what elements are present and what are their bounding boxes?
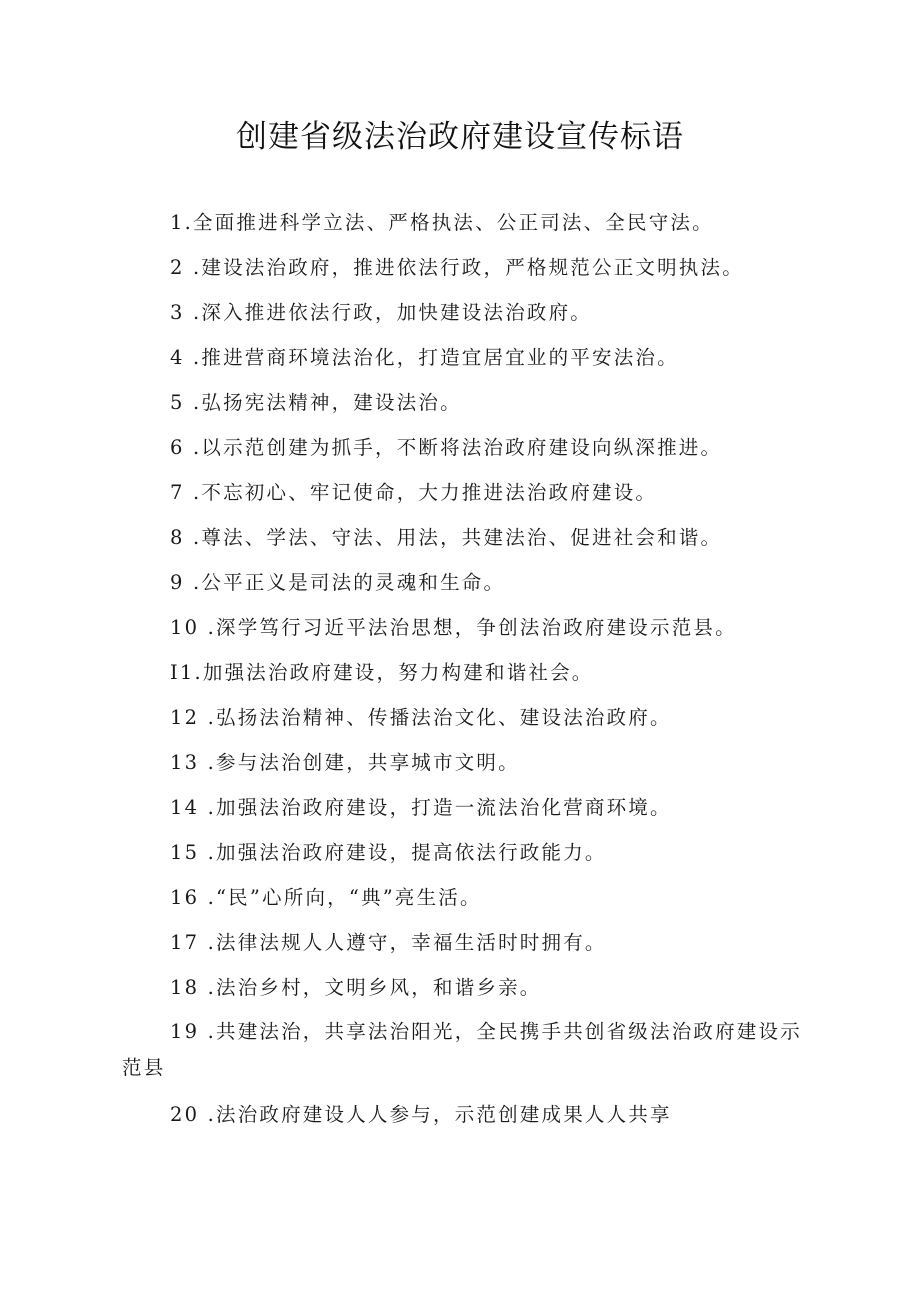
- slogan-item-12: 12 .弘扬法治精神、传播法治文化、建设法治政府。: [170, 706, 672, 729]
- slogan-item-9: 9 .公平正义是司法的灵魂和生命。: [170, 571, 506, 594]
- slogan-item-3: 3 .深入推进依法行政，加快建设法治政府。: [170, 301, 593, 324]
- slogan-item-14: 14 .加强法治政府建设，打造一流法治化营商环境。: [170, 796, 672, 819]
- slogan-item-19: 19 .共建法治，共享法治阳光，全民携手共创省级法治政府建设示范县: [122, 1020, 802, 1079]
- document-title: 创建省级法治政府建设宣传标语: [236, 119, 684, 155]
- slogan-item-16: 16 .“民”心所向，“典”亮生活。: [170, 886, 482, 909]
- slogan-item-8: 8 .尊法、学法、守法、用法，共建法治、促进社会和谐。: [170, 526, 723, 549]
- slogan-item-18: 18 .法治乡村，文明乡风，和谐乡亲。: [170, 976, 542, 999]
- slogan-item-6: 6 .以示范创建为抓手，不断将法治政府建设向纵深推进。: [170, 436, 723, 459]
- slogan-item-11: I1.加强法治政府建设，努力构建和谐社会。: [170, 661, 594, 684]
- slogan-item-17: 17 .法律法规人人遵守，幸福生活时时拥有。: [170, 931, 607, 954]
- slogan-item-5: 5 .弘扬宪法精神，建设法治。: [170, 391, 462, 414]
- slogan-item-13: 13 .参与法治创建，共享城市文明。: [170, 751, 520, 774]
- slogan-item-7: 7 .不忘初心、牢记使命，大力推进法治政府建设。: [170, 481, 658, 504]
- slogan-list: [0, 200, 920, 1137]
- slogan-item-2: 2 .建设法治政府，推进依法行政，严格规范公正文明执法。: [170, 256, 744, 279]
- slogan-item-1: 1.全面推进科学立法、严格执法、公正司法、全民守法。: [170, 211, 714, 234]
- slogan-item-10: 10 .深学笃行习近平法治思想，争创法治政府建设示范县。: [170, 616, 737, 639]
- slogan-item-15: 15 .加强法治政府建设，提高依法行政能力。: [170, 841, 607, 864]
- slogan-item-4: 4 .推进营商环境法治化，打造宜居宜业的平安法治。: [170, 346, 679, 369]
- slogan-item-20: 20 .法治政府建设人人参与，示范创建成果人人共享: [170, 1103, 672, 1126]
